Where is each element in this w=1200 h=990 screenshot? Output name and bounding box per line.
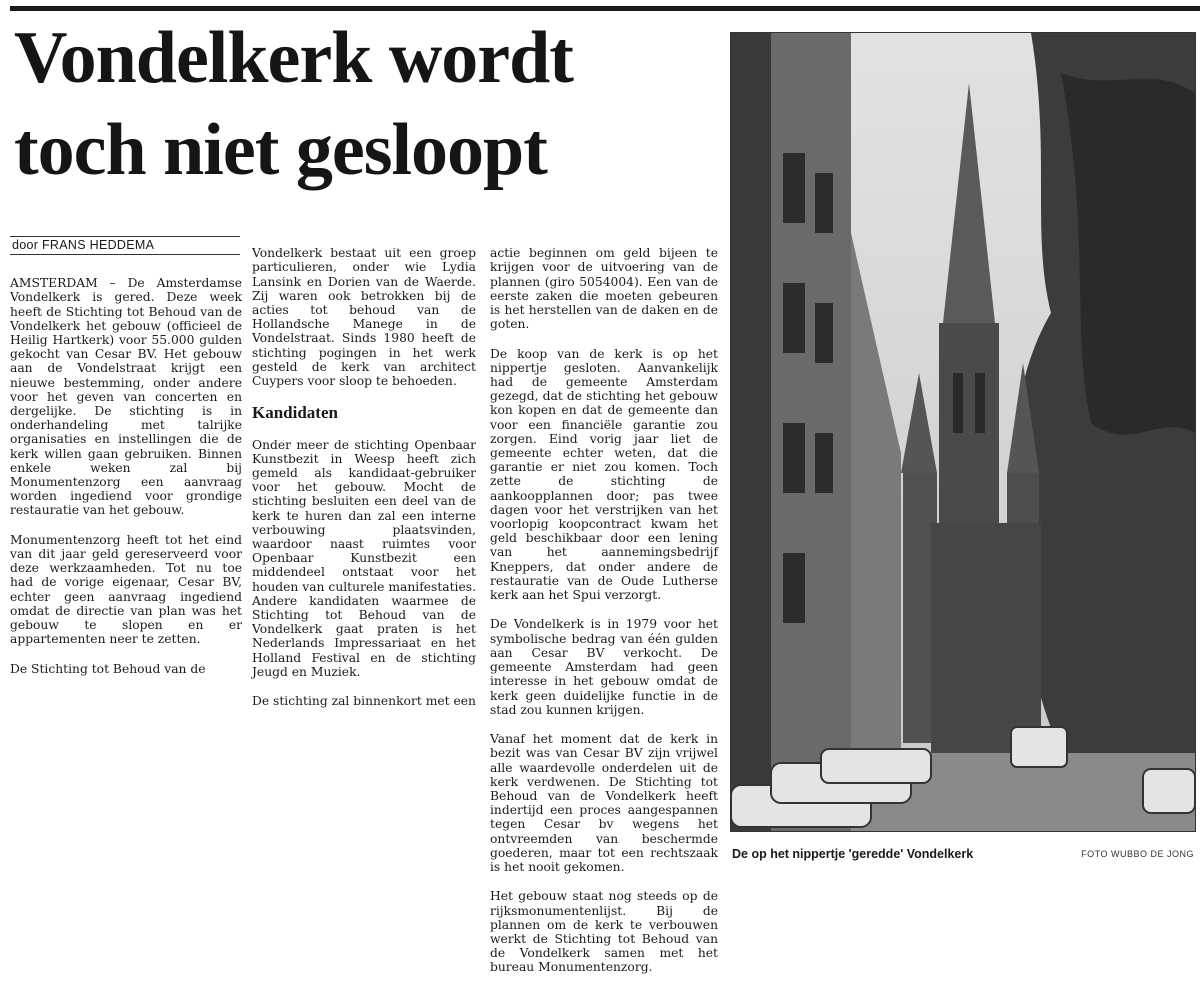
headline-line-1: Vondelkerk wordt (14, 17, 573, 99)
headline-line-2: toch niet gesloopt (14, 109, 547, 191)
photo-caption: De op het nippertje 'geredde' Vondelkerk (732, 847, 974, 861)
top-rule (10, 6, 1200, 11)
article-column-1 (10, 262, 242, 691)
photo-credit: FOTO WUBBO DE JONG (1081, 849, 1194, 859)
paragraph: Monumentenzorg heeft tot het eind van dit jaar geld gereserveerd voor deze werkzaamheden. Tot nu toe had de vorige eigenaar, Cesar BV, echter geen aanvraag ingediend omdat de directie van plan was het gebouw te slopen en er appartementen neer te zetten. (10, 532, 242, 647)
byline: door FRANS HEDDEMA (10, 236, 240, 255)
paragraph: actie beginnen om geld bijeen te krijgen voor de uitvoering van de plannen (giro 5054004). Een van de eerste zaken die moeten gebeuren is het herstellen van de daken en de goten. (490, 246, 718, 332)
subheading: Kandidaten (252, 403, 338, 423)
paragraph: Vondelkerk bestaat uit een groep particulieren, onder wie Lydia Lansink en Dorien van de Waerde. Zij waren ook betrokken bij de acties tot behoud van de Hollandsche Manege in de Vondelstraat. Sinds 1980 heeft de stichting pogingen in het werk gesteld de kerk van architect Cuypers voor sloop te behoeden. (252, 246, 476, 389)
article-column-3 (490, 232, 718, 990)
paragraph: De Stichting tot Behoud van de (10, 661, 206, 676)
church-photo (730, 32, 1196, 832)
paragraph: De stichting zal binnenkort met een (252, 694, 476, 709)
paragraph: De Vondelkerk is in 1979 voor het symbolische bedrag van één gulden aan Cesar BV verkocht. De gemeente Amsterdam had geen interesse in het gebouw omdat de kerk geen duidelijke functie in de stad zou kunnen krijgen. (490, 617, 718, 717)
article-column-2 (252, 232, 476, 724)
headline (14, 12, 714, 196)
paragraph: Vanaf het moment dat de kerk in bezit was van Cesar BV zijn vrijwel alle waardevolle onderdelen uit de kerk verdwenen. De Stichting tot Behoud van de Vondelkerk heeft indertijd een proces aangespannen tegen Cesar bv wegens het ontvreemden van beschermde goederen, maar tot een rechtszaak is het nooit gekomen. (490, 732, 718, 874)
paragraph: De koop van de kerk is op het nippertje gesloten. Aanvankelijk had de gemeente Amsterdam gezegd, dat de stichting het gebouw kon kopen en dat de gemeente dan voor een financiële garantie zou zorgen. Eind vorig jaar liet de gemeente echter weten, dat die garantie er niet zou komen. Toch zette de stichting de aankoopplannen door; pas twee dagen voor het verstrijken van het voorlopig koopcontract kwam het geld beschikbaar door een lening van het aannemingsbedrijf Kneppers, dat onder andere de restauratie van de Oude Lutherse kerk aan het Spui verzorgt. (490, 346, 718, 603)
paragraph: Het gebouw staat nog steeds op de rijksmonumentenlijst. Bij de plannen om de kerk te verbouwen werkt de Stichting tot Behoud van de Vondelkerk samen met het bureau Monumentenzorg. (490, 889, 718, 975)
paragraph: Onder meer de stichting Openbaar Kunstbezit in Weesp heeft zich gemeld als kandidaat-gebruiker voor het gebouw. Mocht de stichting besluiten een deel van de kerk te huren dan zal een interne verbouwing plaatsvinden, waardoor naast ruimtes voor Openbaar Kunstbezit een middendeel ontstaat voor het houden van culturele manifestaties. Andere kandidaten waarmee de Stichting tot Behoud van de Vondelkerk gaat praten is het Nederlands Impressariaat en het Holland Festival en de stichting Jeugd en Muziek. (252, 437, 476, 679)
church-photo-illustration (731, 33, 1195, 831)
paragraph: AMSTERDAM – De Amsterdamse Vondelkerk is gered. Deze week heeft de Stichting tot Behoud van de Vondelkerk het gebouw (officieel de Heilig Hartkerk) voor 55.000 gulden gekocht van Cesar BV. Het gebouw aan de Vondelstraat krijgt een nieuwe bestemming, onder andere voor het geven van concerten en dergelijke. De stichting is in onderhandeling met talrijke organisaties en instellingen die de kerk willen gaan gebruiken. Binnen enkele weken zal bij Monumentenzorg een aanvraag worden ingediend voor grondige restauratie van het gebouw. (10, 276, 242, 518)
